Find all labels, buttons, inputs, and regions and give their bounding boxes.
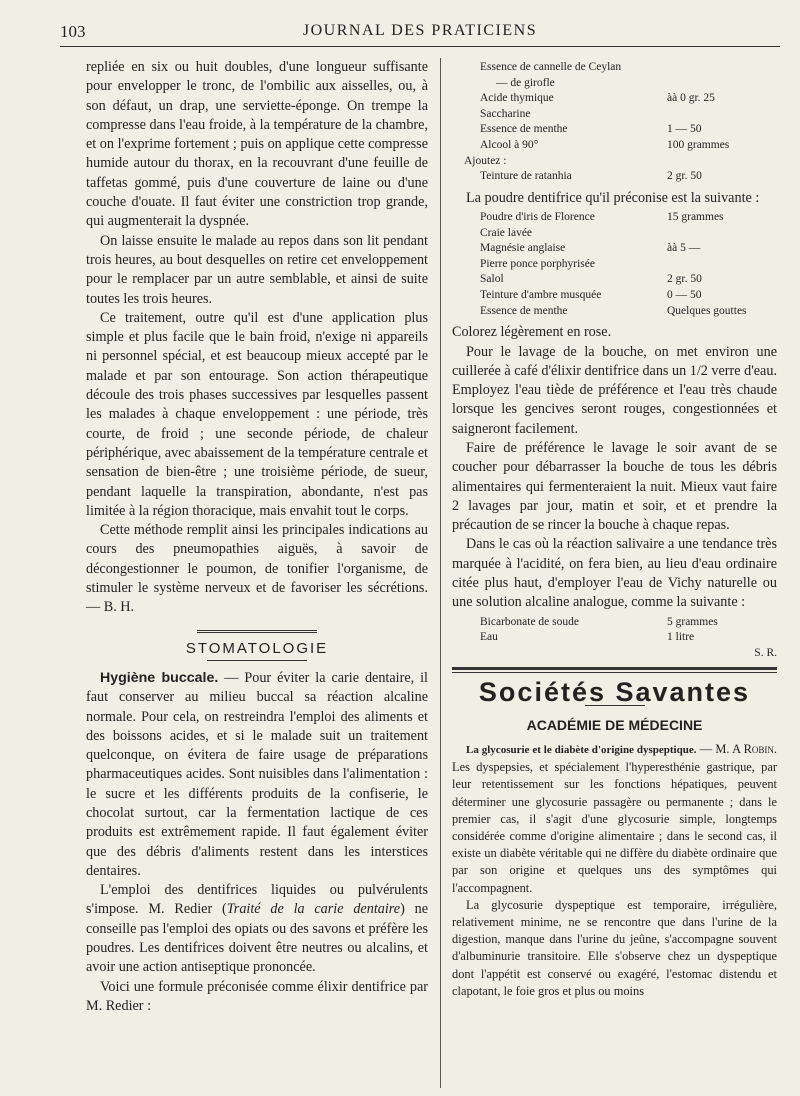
formula-row: Acide thymique àà 0 gr. 25 [480,92,715,105]
column-divider [440,58,441,1088]
paragraph: La glycosurie dyspeptique est temporaire, irrégulière, relativement minime, ne se rencontre que dans l'urine de la digestion, manque dans l'urine du jeûne, s'accompagne souvent d'albuminurie transitoire. Elle s'observe chez un dyspeptique dont l'appétit est conservé ou exagéré, l'estomac distendu et clapotant, le foie gros et plus ou moins [452,897,777,998]
redier-paragraph [86,881,428,977]
formula-row: Essence de menthe 1 — 50 [480,123,702,136]
book-title: Traité de la carie dentaire [226,901,401,918]
paragraph: On laisse ensuite le malade au repos dans son lit pendant trois heures, au bout desquelles on retire cet enveloppement pour le remplacer par un autre semblable, et ainsi de suite toutes les trois heures. [86,232,428,307]
paragraph: Dans le cas où la réaction salivaire a une tendance très marquée à l'acidité, on fera bien, au lieu d'eau ordinaire citée plus haut, d'employer l'eau de Vichy naturelle ou une solution alcaline analogue, comme la suivante : [452,536,777,611]
author-prefix: — M. A [696,742,744,757]
section-underline [207,660,307,661]
paragraph: Cette méthode remplit ainsi les principales indications au cours des pneumopathies aiguës, à savoir de décongestionner le poumon, de tonifier l'organisme, de stimuler le système nerveux et de favoriser les sécrétions. — B. H. [86,522,428,616]
academy-title: ACADÉMIE DE MÉDECINE [526,716,703,733]
poudre-intro: La poudre dentifrice qu'il préconise est la suivante : [466,189,760,206]
alkaline-formula [452,615,777,662]
formula-row: Poudre d'iris de Florence 15 grammes [480,211,724,224]
formula-row: Magnésie anglaise àà 5 — [480,242,701,255]
elixir-formula [452,60,777,185]
right-column [452,58,777,1000]
formula-intro: Voici une formule préconisée comme élixir dentifrice par M. Redier : [86,978,428,1014]
page-header [60,22,780,47]
left-column [86,58,428,1016]
journal-title: JOURNAL DES PRATICIENS [302,22,538,39]
formula-row: — de girofle [496,76,555,89]
formula-row: Craie lavée [480,226,533,239]
formula-row: Bicarbonate de soude 5 grammes [480,615,718,628]
signature: S. R. [754,646,777,659]
redier-text-b: ) ne conseille pas l'emploi des opiats ou des savons et préfère les poudres. Les dentifrices doivent être neutres ou alcalins, et avoir une action antiseptique prononcée. [86,901,429,976]
page-number: 103 [60,22,86,41]
formula-row: Salol 2 gr. 50 [480,273,702,286]
formula-row: Essence de cannelle de Ceylan [480,61,622,73]
academy-report [452,741,777,1000]
formula-row: Essence de menthe Quelques gouttes [480,304,747,317]
formula-row: Teinture de ratanhia 2 gr. 50 [480,170,702,183]
powder-formula [452,210,777,319]
section-divider [197,630,317,633]
hygiene-lead: Hygiène buccale. [100,669,219,686]
hygiene-paragraph [86,669,428,881]
paragraph: Pour le lavage de la bouche, on met environ une cuillerée à café d'élixir dentifrice dans un 1/2 verre d'eau. Employez l'eau tiède de préférence et l'eau très chaude lorsque les gencives seront rouges, congestionnées et saigneront facilement. [452,343,777,437]
colorez-line: Colorez légèrement en rose. [452,324,612,341]
glycosurie-lead: La glycosurie et le diabète d'origine dyspeptique. [466,744,697,757]
formula-row: Pierre ponce porphyrisée [480,257,595,270]
formula-row: Saccharine [480,107,531,120]
redier-text-a: L'emploi des dentifrices liquides ou pulvérulents s'impose. M. Redier ( [86,882,428,918]
author-name: Robin [743,742,774,757]
section-title: STOMATOLOGIE [185,639,329,657]
glycosurie-paragraph [452,741,777,897]
section-bar [452,667,777,673]
paragraph: Faire de préférence le lavage le soir avant de se coucher pour débarrasser la bouche de tous les débris alimentaires qui fermenteraient la nuit. Mieux vaut faire 2 lavages par jour, matin et soir, et et prendre la précaution de se rincer la bouche à chaque repas. [452,439,777,534]
societies-title: Sociétés Savantes [478,677,751,708]
ajoutez-label: Ajoutez : [464,154,507,167]
paragraph: Ce traitement, outre qu'il est d'une application plus simple et plus facile que le bain froid, n'exige ni appareils ni personnel spécial, et est beaucoup mieux accepté par le malade et par son entourage. Son action thérapeutique découle des trois phases successives par lesquelles passent les malades à chaque enveloppement : une période, très courte, de froid ; une seconde période, de chaleur périphérique, avec abaissement de la température centrale et sensation de bien-être ; une troisième période, de sueur, pendant laquelle la transpiration, abondante, n'est pas limitée à la région thoracique, mais envahit tout le corps. [86,309,428,519]
formula-row: Alcool à 90° 100 grammes [480,138,730,151]
formula-row: Eau 1 litre [480,631,695,644]
formula-row: Teinture d'ambre musquée 0 — 50 [480,289,702,302]
hygiene-text: — Pour éviter la carie dentaire, il faut conserver au milieu buccal sa réaction alcaline normale. Pour cela, on restreindra l'emploi des aliments et des boissons acides, et si le malade suit un traitement quelconque, on évitera de faire usage de préparations pharmaceutiques acides. Sont nuisibles dans l'alimentation : le sucre et les différents produits de la confiserie, le chocolat surtout, car la fermentation lactique de ces produits est extrêmement rapide. Il faut également éviter que des débris d'aliments restent dans les interstices dentaires. [86,669,428,879]
glycosurie-text: . Les dyspepsies, et spécialement l'hyperesthénie gastrique, par leur retentissement sur les fonctions hépatiques, peuvent déterminer une glycosurie passagère ou permanente ; dans le premier cas, il s'agit d'une glycosurie simple, longtemps considérée comme d'origine alimentaire ; dans le second cas, il existe un diabète véritable qui ne diffère du diabète ordinaire que par son origine et quelques uns des symptômes qui l'accompagnent. [452,742,777,895]
paragraph: repliée en six ou huit doubles, d'une longueur suffisante pour envelopper le tronc, de l'ombilic aux aisselles, ou, à son défaut, un drap, une serviette-éponge. On trempe la compresse dans l'eau froide, à la température de la chambre, et on l'exprime fortement ; puis on applique cette compresse humide autour du thorax, en la recouvrant d'une feuille de taffetas gommé, puis d'une couverture de laine ou d'une couche d'ouate. Il faut éviter une constriction trop grande, qui augmenterait la dyspnée. [86,59,428,230]
